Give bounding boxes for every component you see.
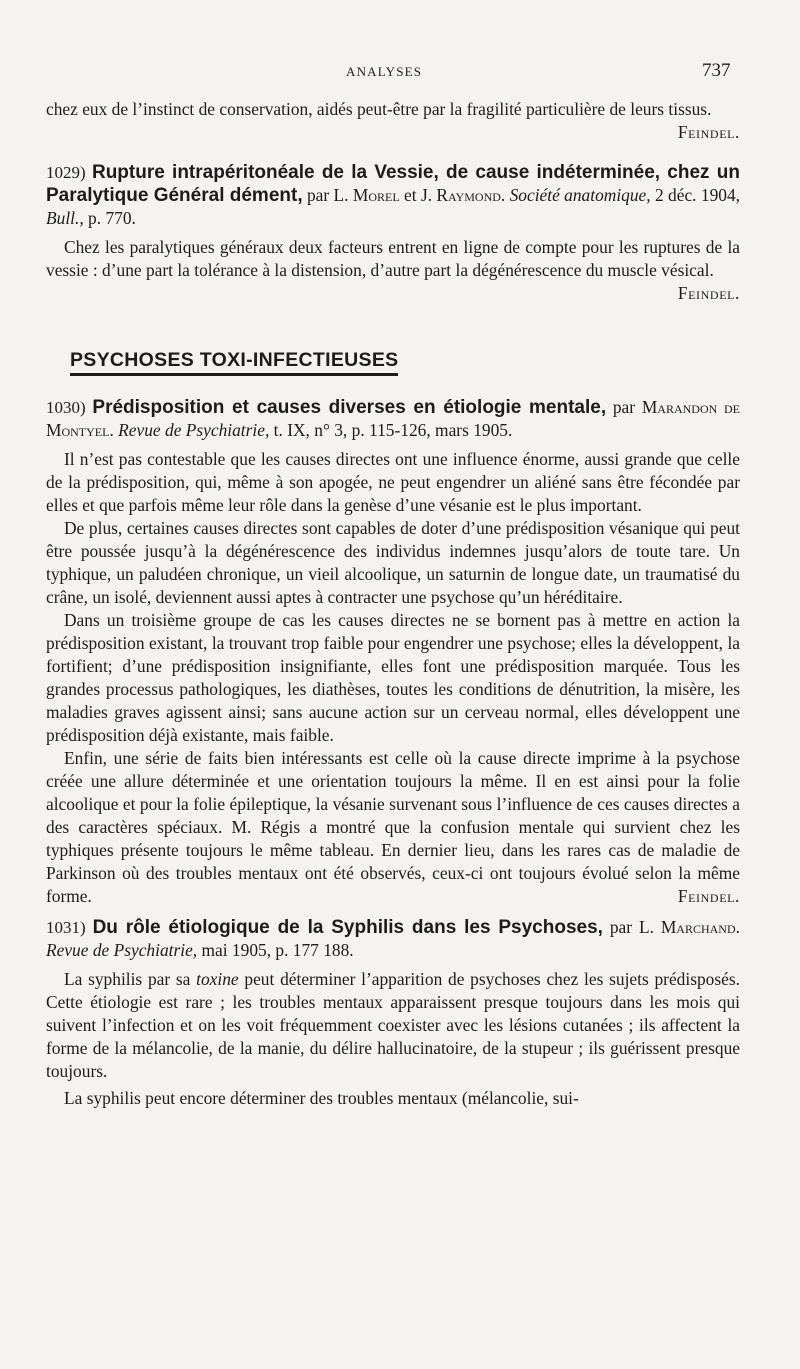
entry-heading bbox=[46, 396, 740, 442]
entry-paragraph bbox=[46, 236, 740, 303]
entry-paragraph: Dans un troisième groupe de cas les causes directes ne se bornent pas à mettre en action la prédisposition existant, la trouvant trop faible pour engendrer une psychose; elles la développent, la fortifient; d’une prédisposition insignifiante, elles font une prédisposition marquée. Tous les grandes processus pathologiques, les diathèses, toutes les conditions de dénutrition, la misère, les maladies graves agissent ainsi; sans aucune action sur un cerveau normal, elles développent une prédisposition déjà existante, mais faible. bbox=[46, 610, 740, 745]
paragraph-text: Enfin, une série de faits bien intéressants est celle où la cause directe imprime à la psychose créée une allure déterminée et une orientation toujours la même. Il en est ainsi pour la folie alcoolique et pour la folie épileptique, la vésanie survenant sous l’influence de ces causes directes a des caractères spéciaux. M. Régis a montré que la confusion mentale qui survient chez les typhiques présente toujours le même tableau. En dernier lieu, dans les rares cas de maladie de Parkinson où des troubles mentaux ont été observés, ceux-ci ont toujours évolué selon la même forme. bbox=[46, 748, 740, 906]
paragraph-emphasis: toxine bbox=[196, 969, 239, 989]
entry-page-ref: p. 770. bbox=[88, 208, 136, 228]
entry-paragraph: De plus, certaines causes directes sont capables de doter d’une prédisposition vésanique qui peut être poussée jusqu’à la dégénérescence des individus indemnes jusqu’alors de toute tare. Un typhique, un paludéen chronique, un vieil alcoolique, un saturnin de longue date, un traumatisé du crâne, un isolé, deviennent aussi aptes à contracter une psychose qu’un héréditaire. bbox=[46, 518, 740, 607]
entry-title: Prédisposition et causes diverses en étiologie mentale, bbox=[92, 397, 607, 418]
paragraph-text: peut déterminer l’apparition de psychoses chez les sujets prédisposés. Cette étiologie est rare ; les troubles mentaux apparaissent presque toujours dans les mois qui suivent l’infection et on les voit fréquemment coexister avec les lésions cutanées ; ils affectent la forme de la mélancolie, de la manie, du délire hallucinatoire, de la stupeur ; ils guérissent presque toujours. bbox=[46, 969, 740, 1081]
entry-ref: t. IX, n° 3, p. 115-126, mars 1905. bbox=[273, 420, 513, 440]
continuation-text: chez eux de l’instinct de conservation, aidés peut-être par la fragilité particulière de leurs tissus. bbox=[46, 99, 712, 119]
entry-by: par bbox=[609, 917, 633, 937]
paragraph-text: La syphilis par sa bbox=[64, 969, 191, 989]
section-heading: PSYCHOSES TOXI-INFECTIEUSES bbox=[70, 349, 398, 376]
entry-1029 bbox=[46, 161, 740, 305]
entry-1031 bbox=[46, 916, 740, 1110]
entry-number: 1031) bbox=[46, 918, 86, 937]
page-header bbox=[0, 60, 800, 86]
signature: Feindel. bbox=[677, 886, 740, 906]
entry-paragraph: La syphilis peut encore déterminer des troubles mentaux (mélancolie, sui- bbox=[64, 1088, 579, 1108]
entry-paragraph: Il n’est pas contestable que les causes directes ont une influence énorme, aussi grande que celle de la prédisposition, qui, même à son apogée, ne peut engendrer un aliéné sans être fécondée par elles et que parfois même leur rôle dans la genèse d’une vésanie est le plus important. bbox=[46, 449, 740, 515]
page-content bbox=[46, 98, 740, 1110]
entry-author: L. Marchand. bbox=[638, 917, 740, 937]
entry-number: 1029) bbox=[46, 163, 86, 182]
entry-heading bbox=[46, 916, 740, 962]
entry-by: par bbox=[612, 397, 636, 417]
entry-and: et bbox=[404, 185, 417, 205]
running-head: ANALYSES bbox=[346, 64, 423, 79]
signature: Feindel. bbox=[677, 122, 740, 142]
page-number: 737 bbox=[702, 60, 731, 81]
entry-paragraph bbox=[46, 747, 740, 908]
continuation-paragraph bbox=[46, 98, 740, 142]
signature: Feindel. bbox=[677, 283, 740, 303]
entry-date: 2 déc. 1904, bbox=[655, 185, 741, 205]
entry-source: Revue de Psychiatrie, bbox=[46, 940, 198, 960]
entry-heading bbox=[46, 161, 740, 230]
entry-source: Revue de Psychiatrie, bbox=[118, 420, 270, 440]
entry-paragraph bbox=[46, 968, 740, 1083]
entry-number: 1030) bbox=[46, 398, 86, 417]
entry-by: par bbox=[306, 185, 330, 205]
entry-title: Rupture intrapéritonéale de la Vessie, de cause indéterminée, chez un Paralytique Général dément, bbox=[46, 162, 740, 206]
entry-author: Marandon de Montyel. bbox=[46, 397, 740, 440]
entry-ref: mai 1905, p. 177 188. bbox=[201, 940, 354, 960]
entry-source: Société anatomique, bbox=[509, 185, 651, 205]
paragraph-text: Chez les paralytiques généraux deux facteurs entrent en ligne de compte pour les ruptures de la vessie : d’une part la tolérance à la distension, d’autre part la dégénérescence du muscle vésical. bbox=[46, 237, 740, 280]
entry-bull: Bull., bbox=[46, 208, 84, 228]
entry-author: J. Raymond. bbox=[420, 185, 506, 205]
entry-title: Du rôle étiologique de la Syphilis dans les Psychoses, bbox=[92, 917, 603, 938]
entry-1030 bbox=[46, 396, 740, 908]
entry-author: L. Morel bbox=[333, 185, 400, 205]
